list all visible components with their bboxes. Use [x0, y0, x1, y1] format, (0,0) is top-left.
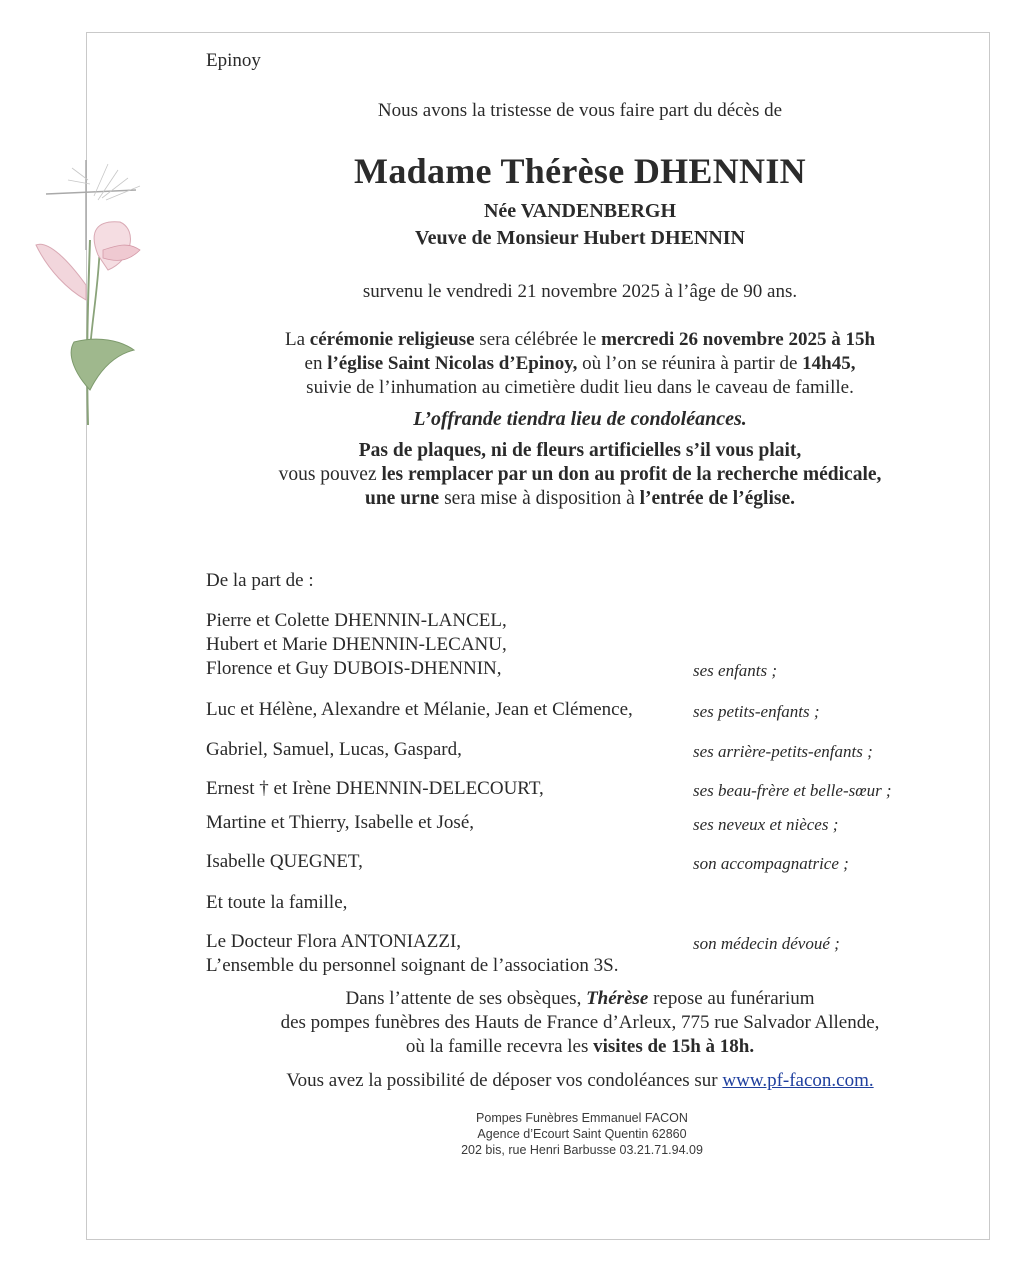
relation-label: ses neveux et nièces ;: [693, 815, 839, 834]
family-line: Florence et Guy DUBOIS-DHENNIN,: [206, 658, 502, 679]
maiden-name: Née VANDENBERGH: [483, 200, 677, 222]
footer-address: 202 bis, rue Henri Barbusse 03.21.71.94.09: [461, 1143, 703, 1157]
ceremony-line-2: en l’église Saint Nicolas d’Epinoy, où l’on se réunira à partir de 14h45,: [304, 353, 856, 374]
death-date: survenu le vendredi 21 novembre 2025 à l’âge de 90 ans.: [362, 281, 798, 302]
relation-label: ses enfants ;: [693, 661, 778, 680]
relation-label: ses arrière-petits-enfants ;: [693, 742, 873, 761]
city-header: Epinoy: [206, 50, 261, 71]
relation-label: son accompagnatrice ;: [693, 854, 849, 873]
condoleances-link-suffix[interactable]: .com.: [831, 1070, 874, 1091]
footer-company: Pompes Funèbres Emmanuel FACON: [476, 1111, 688, 1125]
footer-agency: Agence d’Ecourt Saint Quentin 62860: [477, 1127, 687, 1141]
ceremony-line-3: suivie de l’inhumation au cimetière dudit lieu dans le caveau de famille.: [306, 377, 854, 398]
condoleances-line: Vous avez la possibilité de déposer vos condoléances sur www.pf-facon.com.: [286, 1070, 874, 1091]
family-line: Pierre et Colette DHENNIN-LANCEL,: [206, 610, 507, 631]
relation-label: ses beau-frère et belle-sœur ;: [693, 781, 892, 800]
plaques-line-2: vous pouvez les remplacer par un don au profit de la recherche médicale,: [278, 464, 882, 485]
widow-of: Veuve de Monsieur Hubert DHENNIN: [414, 227, 745, 249]
intro-text: Nous avons la tristesse de vous faire part du décès de: [377, 100, 783, 121]
family-line: L’ensemble du personnel soignant de l’association 3S.: [206, 955, 619, 976]
family-line: Le Docteur Flora ANTONIAZZI,: [206, 931, 462, 952]
family-line: Ernest † et Irène DHENNIN-DELECOURT,: [206, 778, 544, 799]
family-line: Hubert et Marie DHENNIN-LECANU,: [206, 634, 507, 655]
family-line: Et toute la famille,: [206, 892, 348, 913]
deceased-name: Madame Thérèse DHENNIN: [354, 151, 806, 191]
plaques-line-1: Pas de plaques, ni de fleurs artificielles s’il vous plait,: [358, 440, 802, 461]
part-label: De la part de :: [206, 570, 314, 591]
family-line: Isabelle QUEGNET,: [206, 851, 363, 872]
offrande-note: L’offrande tiendra lieu de condoléances.: [413, 408, 747, 430]
relation-label: ses petits-enfants ;: [693, 702, 820, 721]
plaques-line-3: une urne sera mise à disposition à l’entrée de l’église.: [364, 488, 795, 509]
repose-line-2: des pompes funèbres des Hauts de France d’Arleux, 775 rue Salvador Allende,: [280, 1012, 880, 1033]
ceremony-line-1: La cérémonie religieuse sera célébrée le mercredi 26 novembre 2025 à 15h: [284, 329, 876, 350]
calla-lily-cross-illustration: [28, 150, 148, 440]
condoleances-link[interactable]: www.pf-facon: [722, 1070, 832, 1091]
repose-line-1: Dans l’attente de ses obsèques, Thérèse repose au funérarium: [345, 988, 815, 1009]
relation-label: son médecin dévoué ;: [693, 934, 840, 953]
family-line: Luc et Hélène, Alexandre et Mélanie, Jean et Clémence,: [206, 699, 633, 720]
family-line: Martine et Thierry, Isabelle et José,: [206, 812, 475, 833]
family-line: Gabriel, Samuel, Lucas, Gaspard,: [206, 739, 462, 760]
repose-line-3: où la famille recevra les visites de 15h à 18h.: [405, 1036, 755, 1057]
